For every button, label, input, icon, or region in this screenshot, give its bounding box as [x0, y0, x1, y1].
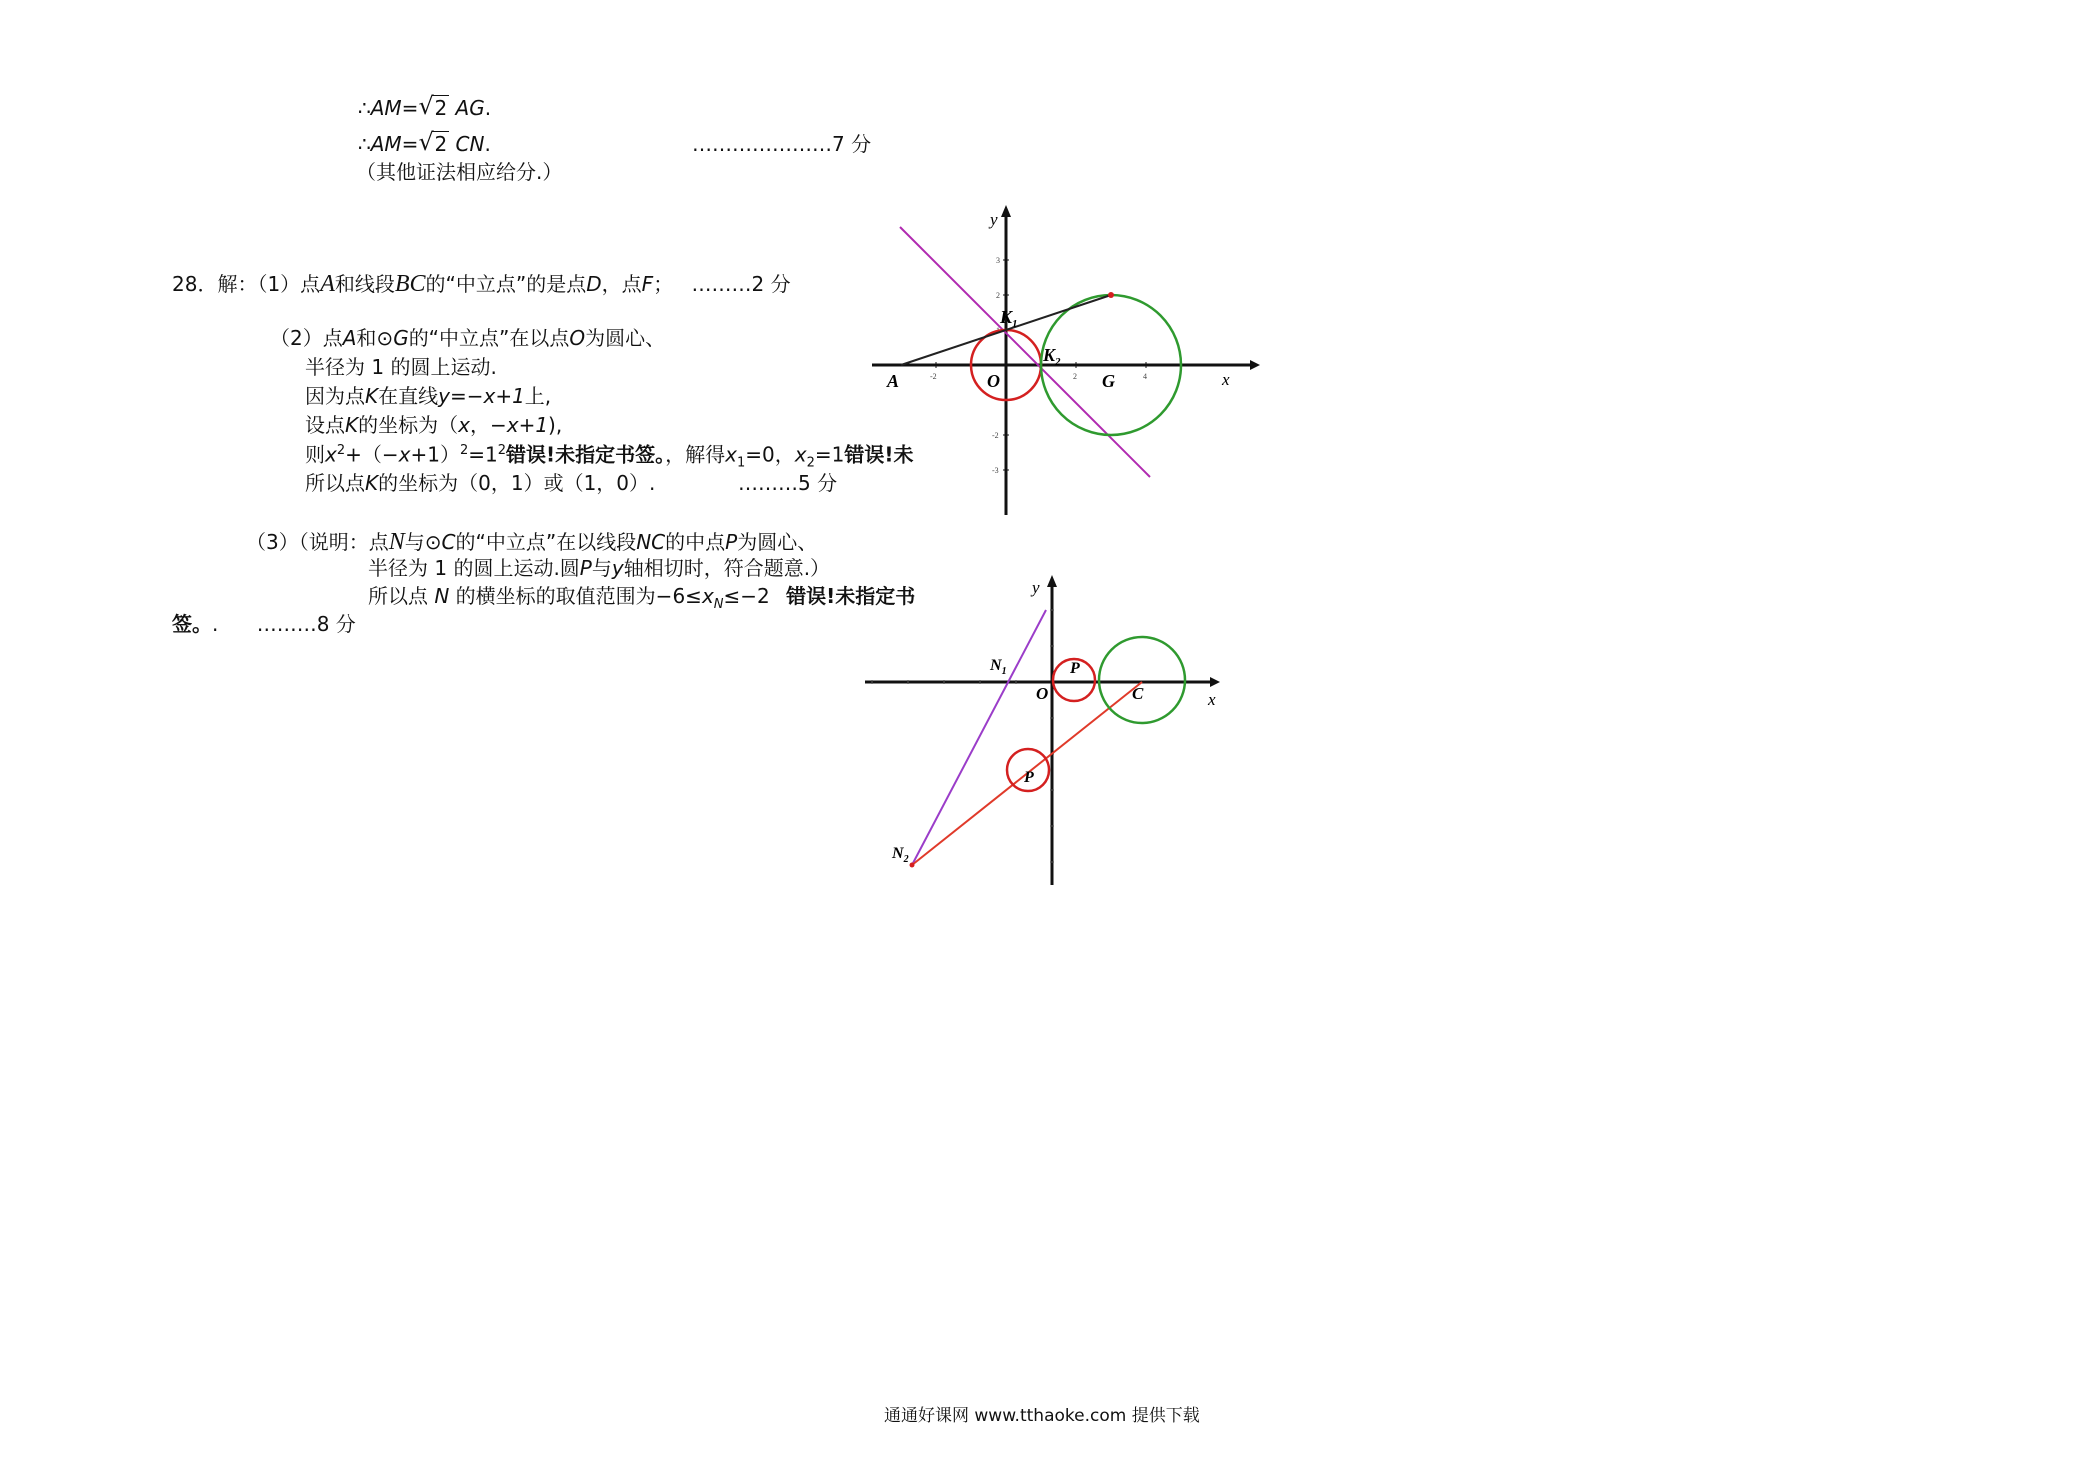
fig1-x-arrow [1250, 360, 1260, 370]
fig1-tick-y-0: 3 [996, 256, 1000, 265]
fig1-label-a: A [887, 371, 900, 391]
page-footer: 通通好课网 www.tthaoke.com 提供下载 [884, 1406, 1200, 1426]
sqrt-symbol: √ 2 [418, 128, 448, 156]
fig2-label-p-lower: P [1024, 769, 1034, 786]
error-bookmark-2: 错误!未 [844, 442, 914, 467]
fig1-point-top [1108, 292, 1114, 298]
figure-2 [860, 575, 1230, 895]
fig1-label-k2: $K_2$ [1043, 345, 1061, 368]
q28-part2-line4: 设点K的坐标为（x，−x+1), [305, 413, 563, 437]
fig1-tick-x-2: 4 [1143, 372, 1147, 381]
fig1-tick-y-4: -3 [992, 466, 999, 475]
fig2-circle-c [1099, 637, 1185, 723]
fig1-label-o: O [987, 371, 1000, 391]
fig1-tick-y-3: -2 [992, 431, 999, 440]
fig2-label-y: y [1032, 578, 1040, 597]
error-bookmark-3: 错误!未指定书 [786, 584, 916, 608]
fig1-tick-y-2: 1 [996, 326, 1000, 335]
score-8: ………8 分 [256, 612, 356, 636]
q28-part2-line2: 半径为 1 的圆上运动. [305, 355, 497, 379]
q28-part3-line1: （3）（说明：点N与⊙C的“中立点”在以线段NC的中点P为圆心、 [246, 529, 818, 555]
q28-part2-line3: 因为点K在直线y=−x+1上, [305, 384, 552, 408]
error-bookmark: 错误!未指定书签。 [506, 442, 666, 467]
fig1-label-k1: $K_1$ [1000, 307, 1018, 330]
fig1-tick-x-1: 2 [1073, 372, 1077, 381]
fig2-x-arrow [1210, 677, 1220, 687]
fig2-label-n2: $N_2$ [892, 845, 909, 865]
fig2-label-x: x [1208, 690, 1216, 709]
score-7: …………………7 分 [692, 132, 872, 156]
q28-part3-line2: 半径为 1 的圆上运动.圆P与y轴相切时，符合题意.） [368, 556, 831, 580]
q28-part2-line1: （2）点A和⊙G的“中立点”在以点O为圆心、 [270, 326, 666, 350]
figure-1 [860, 205, 1260, 525]
proof-line-2: ∴AM= √ 2 CN. [358, 128, 491, 156]
fig2-label-c: C [1132, 684, 1144, 703]
fig1-tick-x-0: -2 [930, 372, 937, 381]
fig1-tick-y-1: 2 [996, 291, 1000, 300]
fig2-label-o: O [1036, 684, 1049, 703]
fig1-label-y: y [990, 210, 998, 229]
fig1-label-x: x [1222, 370, 1230, 389]
fig1-y-arrow [1001, 205, 1011, 217]
q28-part2-line5: 则$x^2+(-x+1)^2=1^2$错误!未指定书签。，解得$x_1=0$，$x_2=1$错误!未 [305, 442, 914, 471]
fig2-point-n2 [910, 863, 915, 868]
q28-part2-line6: 所以点K的坐标为（0，1）或（1，0）. [305, 471, 656, 495]
sqrt-symbol: √ 2 [418, 92, 448, 120]
fig2-label-p-upper: P [1070, 660, 1080, 677]
fig1-label-g: G [1102, 371, 1115, 391]
proof-note: （其他证法相应给分.） [356, 160, 563, 184]
fig2-y-arrow [1047, 575, 1057, 587]
q28-part1: 28．解：（1）点A和线段BC的“中立点”的是点D，点F； ………2 分 [172, 271, 791, 297]
score-5: ………5 分 [738, 471, 838, 495]
q28-part3-line3: 所以点 N 的横坐标的取值范围为$-6\le x_N\le-2$ 错误!未指定书 [368, 584, 916, 612]
fig2-label-n1: $N_1$ [990, 657, 1007, 677]
score-2: ………2 分 [691, 272, 791, 296]
fig2-line-purple [912, 610, 1049, 865]
proof-line-1: ∴AM= √ 2 AG. [358, 92, 492, 120]
q28-part3-line4: 签。. ………8 分 [172, 612, 356, 636]
